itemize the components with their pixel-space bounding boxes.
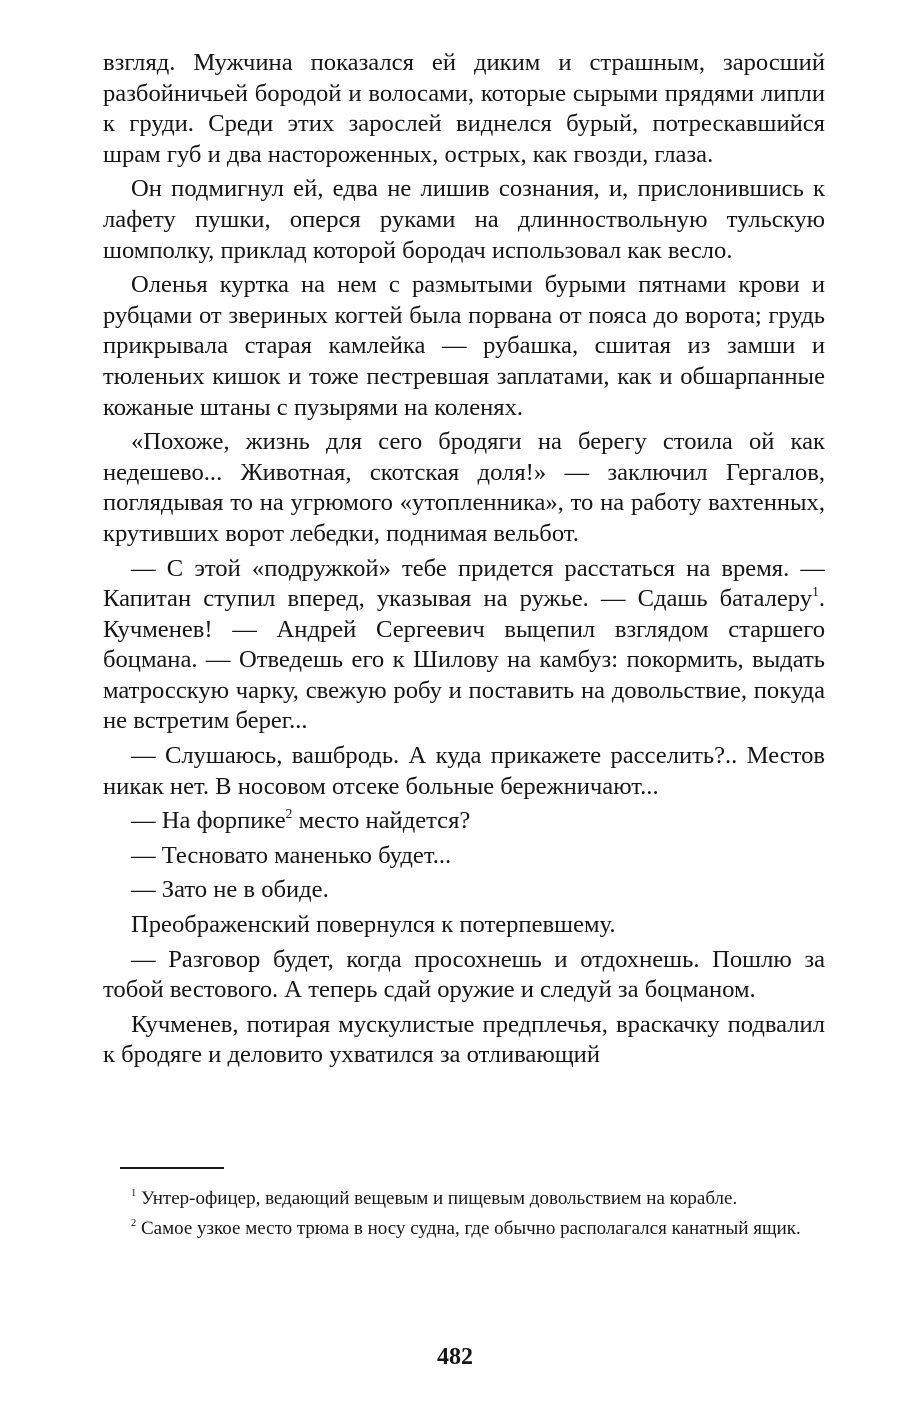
page-number: 482 [437,1344,473,1370]
footnote-ref-1: 1 [812,583,819,599]
paragraph-5-text-a: — С этой «подружкой» тебе придется расстаться на время. — Капитан ступил вперед, указывая на ружье. — Сдашь баталеру [103,554,825,613]
paragraph-4: «Похоже, жизнь для сего бродяги на берегу стоила ой как недешево... Животная, скотская доля!» — заключил Гергалов, поглядывая то на угрюмого «утопленника», то на работу вахтенных, крутивших ворот лебедки, поднимая вельбот. [103,428,825,547]
paragraph-8: — Тесновато маненько будет... [131,841,452,869]
paragraph-5 [103,554,825,738]
footnote-mark-2: 2 [131,1218,137,1230]
paragraph-7 [103,806,825,837]
paragraph-2: Он подмигнул ей, едва не лишив сознания, и, прислонившись к лафету пушки, оперся руками на длинноствольную тульскую шомполку, приклад которой бородач использовал как весло. [103,175,825,264]
paragraph-5-text-b: . Кучменев! — Андрей Сергеевич выцепил взглядом старшего боцмана. — Отведешь его к Шилову на камбуз: покормить, выдать матросскую чарку, свежую робу и поставить на довольствие, покуда не встретим берег... [103,585,825,735]
footnote-divider [120,1167,224,1169]
footnotes [103,1184,825,1244]
paragraph-1: взгляд. Мужчина показался ей диким и страшным, заросший разбойничьей бородой и волосами, которые сырыми прядями липли к груди. Среди этих зарослей виднелся бурый, потрескавшийся шрам губ и два настороженных, острых, как гвозди, глаза. [103,49,825,168]
paragraph-3: Оленья куртка на нем с размытыми бурыми пятнами крови и рубцами от звериных когтей была порвана от пояса до ворота; грудь прикрывала старая камлейка — рубашка, сшитая из замши и тюленьих кишок и тоже пестревшая заплатами, как и обшарпанные кожаные штаны с пузырями на коленях. [103,271,825,421]
footnote-1-text: Унтер-офицер, ведающий вещевым и пищевым довольствием на корабле. [136,1188,738,1209]
paragraph-9: — Зато не в обиде. [131,876,329,904]
footnote-1 [103,1184,825,1214]
footnote-2-text: Самое узкое место трюма в носу судна, где обычно располагался канатный ящик. [136,1218,801,1239]
paragraph-10: Преображенский повернулся к потерпевшему. [131,911,616,939]
paragraph-11: — Разговор будет, когда просохнешь и отдохнешь. Пошлю за тобой вестового. А теперь сдай оружие и следуй за боцманом. [103,945,825,1004]
paragraph-7-text-a: — На форпике [131,807,286,835]
paragraph-7-text-b: место найдется? [292,807,471,835]
paragraph-6: — Слушаюсь, вашбродь. А куда прикажете расселить?.. Местов никак нет. В носовом отсеке больные бережничают... [103,742,825,800]
footnote-mark-1: 1 [131,1188,137,1200]
main-text [103,48,825,1075]
footnote-ref-2: 2 [285,806,293,822]
paragraph-12: Кучменев, потирая мускулистые предплечья, враскачку подвалил к бродяге и деловито ухватился за отливающий [103,1010,825,1069]
footnote-2 [103,1214,825,1244]
